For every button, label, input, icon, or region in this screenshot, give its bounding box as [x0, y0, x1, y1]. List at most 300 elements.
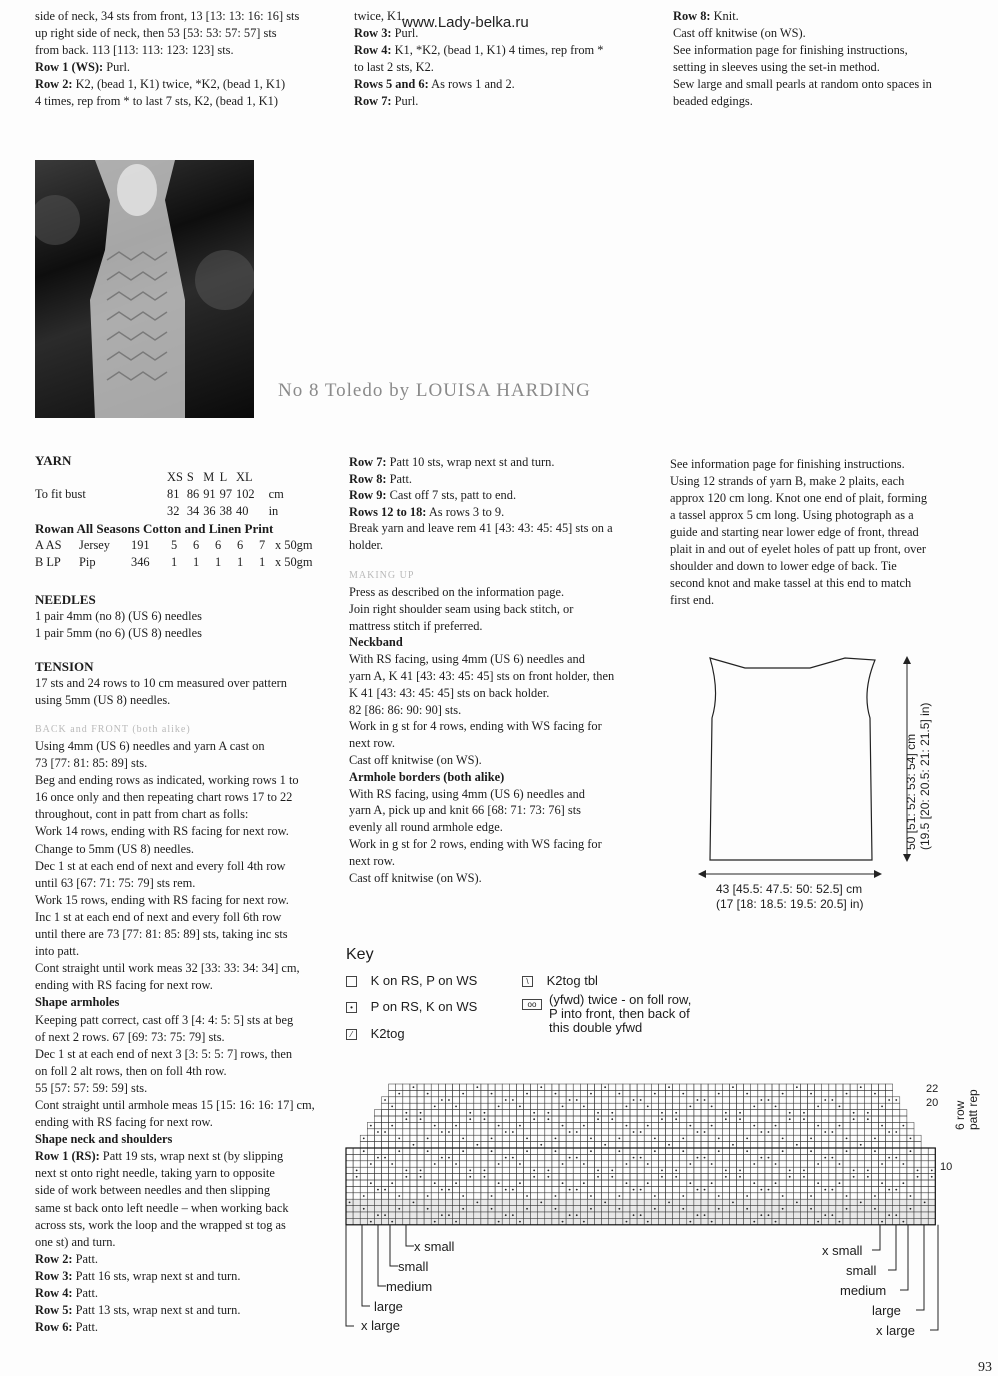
purl-dot — [420, 1118, 422, 1120]
purl-dot — [895, 1131, 897, 1133]
chart-cell — [460, 1122, 467, 1128]
purl-dot — [704, 1157, 706, 1159]
chart-cell — [509, 1148, 516, 1154]
chart-cell — [474, 1206, 481, 1212]
chart-cell — [481, 1180, 488, 1186]
purl-dot — [505, 1099, 507, 1101]
chart-cell — [800, 1148, 807, 1154]
instruction-text: Work 14 rows, ending with RS facing for next row. — [35, 824, 289, 839]
purl-dot — [569, 1157, 571, 1159]
chart-cell — [907, 1199, 914, 1205]
size-m: M — [203, 470, 215, 484]
instruction-text: across sts, work the loop and the wrapped st tog as — [35, 1217, 286, 1232]
chart-cell — [800, 1154, 807, 1160]
instruction-line — [35, 789, 335, 806]
purl-dot — [512, 1131, 514, 1133]
fit-in-xs: 32 — [167, 504, 180, 518]
chart-cell — [609, 1186, 616, 1192]
chart-cell — [609, 1090, 616, 1096]
chart-cell — [382, 1116, 389, 1122]
instruction-text: side of work between needles and then slipping — [35, 1183, 271, 1198]
instruction-text: ending with RS facing for next row. — [35, 1115, 213, 1130]
chart-cell — [694, 1161, 701, 1167]
chart-cell — [524, 1110, 531, 1116]
chart-cell — [580, 1212, 587, 1218]
purl-dot — [760, 1214, 762, 1216]
chart-cell — [623, 1193, 630, 1199]
chart-cell — [602, 1167, 609, 1173]
chart-cell — [580, 1186, 587, 1192]
purl-dot — [682, 1093, 684, 1095]
purl-dot — [739, 1170, 741, 1172]
purl-dot — [498, 1163, 500, 1165]
purl-dot — [782, 1138, 784, 1140]
chart-cell — [374, 1218, 381, 1224]
chart-cell — [509, 1199, 516, 1205]
chart-cell — [431, 1135, 438, 1141]
chart-cell — [346, 1180, 353, 1186]
purl-dot — [462, 1138, 464, 1140]
chart-cell — [410, 1110, 417, 1116]
chart-cell — [644, 1084, 651, 1090]
chart-cell — [637, 1135, 644, 1141]
purl-dot — [448, 1157, 450, 1159]
chart-cell — [616, 1142, 623, 1148]
chart-cell — [843, 1180, 850, 1186]
chart-cell — [623, 1110, 630, 1116]
chart-cell — [566, 1090, 573, 1096]
chart-cell — [893, 1218, 900, 1224]
chart-cell — [836, 1129, 843, 1135]
purl-dot — [789, 1118, 791, 1120]
purl-dot — [895, 1214, 897, 1216]
purl-dot — [455, 1125, 457, 1127]
chart-cell — [566, 1199, 573, 1205]
chart-cell — [893, 1148, 900, 1154]
purl-dot — [427, 1150, 429, 1152]
chart-cell — [424, 1110, 431, 1116]
purl-dot — [860, 1202, 862, 1204]
chart-cell — [715, 1174, 722, 1180]
chart-cell — [737, 1206, 744, 1212]
purl-dot — [661, 1112, 663, 1114]
chart-cell — [516, 1110, 523, 1116]
chart-cell — [658, 1161, 665, 1167]
finishing-line: approx 120 cm long. Knot one end of plait, forming — [670, 491, 928, 505]
chart-cell — [524, 1218, 531, 1224]
chart-cell — [658, 1212, 665, 1218]
chart-cell — [758, 1110, 765, 1116]
chart-cell — [822, 1199, 829, 1205]
instruction-line — [673, 59, 973, 76]
chart-cell — [367, 1167, 374, 1173]
chart-cell — [658, 1090, 665, 1096]
chart-cell — [637, 1090, 644, 1096]
purl-dot — [512, 1214, 514, 1216]
purl-dot — [512, 1189, 514, 1191]
instruction-text: holder. — [349, 537, 384, 552]
chart-cell — [715, 1097, 722, 1103]
chart-cell — [559, 1174, 566, 1180]
yarn-a-code: A AS — [35, 538, 62, 552]
purl-dot — [469, 1118, 471, 1120]
instruction-text: Sew large and small pearls at random onto spaces in — [673, 77, 932, 91]
chart-cell — [715, 1116, 722, 1122]
purl-dot — [739, 1176, 741, 1178]
chart-cell — [722, 1103, 729, 1109]
purl-dot — [902, 1182, 904, 1184]
chart-cell — [843, 1161, 850, 1167]
instruction-text: Break yarn and leave rem 41 [43: 43: 45: 45] sts on a — [349, 521, 613, 535]
chart-cell — [644, 1212, 651, 1218]
purl-dot — [441, 1099, 443, 1101]
chart-cell — [602, 1116, 609, 1122]
chart-cell — [729, 1212, 736, 1218]
chart-cell — [531, 1084, 538, 1090]
chart-cell — [623, 1167, 630, 1173]
yarn-table — [35, 469, 288, 520]
size-label-left: x small — [414, 1239, 455, 1254]
chart-cell — [573, 1122, 580, 1128]
chart-cell — [822, 1148, 829, 1154]
purl-dot — [555, 1093, 557, 1095]
instruction-text: K2, (bead 1, K1) twice, *K2, (bead 1, K1) — [72, 77, 286, 91]
chart-cell — [751, 1148, 758, 1154]
chart-cell — [857, 1135, 864, 1141]
purl-dot — [526, 1208, 528, 1210]
chart-cell — [495, 1090, 502, 1096]
purl-dot — [775, 1106, 777, 1108]
chart-cell — [815, 1186, 822, 1192]
chart-cell — [687, 1154, 694, 1160]
chart-cell — [559, 1199, 566, 1205]
chart-cell — [467, 1206, 474, 1212]
purl-dot — [760, 1157, 762, 1159]
chart-cell — [602, 1174, 609, 1180]
purl-dot — [370, 1182, 372, 1184]
chart-cell — [460, 1167, 467, 1173]
chart-cell — [644, 1174, 651, 1180]
yarn-b-code: B LP — [35, 555, 61, 569]
chart-cell — [587, 1122, 594, 1128]
chart-row-22: 22 — [926, 1083, 939, 1095]
purl-dot — [618, 1208, 620, 1210]
finishing-line: second knot and make tassel at this end to match — [670, 576, 912, 590]
chart-cell — [786, 1084, 793, 1090]
chart-cell — [879, 1090, 886, 1096]
instruction-line — [35, 25, 335, 42]
chart-cell — [829, 1199, 836, 1205]
purl-dot — [817, 1163, 819, 1165]
chart-cell — [921, 1206, 928, 1212]
instruction-line — [349, 735, 649, 752]
chart-cell — [850, 1180, 857, 1186]
chart-cell — [658, 1206, 665, 1212]
chart-cell — [389, 1090, 396, 1096]
chart-cell — [687, 1097, 694, 1103]
chart-cell — [772, 1186, 779, 1192]
chart-cell — [687, 1212, 694, 1218]
instruction-line — [349, 537, 649, 554]
chart-cell — [708, 1110, 715, 1116]
chart-cell — [715, 1142, 722, 1148]
chart-cell — [516, 1193, 523, 1199]
purl-dot — [817, 1221, 819, 1223]
purl-dot — [526, 1195, 528, 1197]
instruction-line — [349, 702, 649, 719]
chart-cell — [843, 1110, 850, 1116]
chart-cell — [509, 1174, 516, 1180]
p-dot-icon: • — [346, 1002, 357, 1013]
chart-cell — [374, 1148, 381, 1154]
purl-dot — [917, 1170, 919, 1172]
chart-cell — [836, 1199, 843, 1205]
chart-cell — [708, 1148, 715, 1154]
chart-cell — [545, 1122, 552, 1128]
chart-cell — [793, 1116, 800, 1122]
chart-cell — [843, 1218, 850, 1224]
chart-cell — [587, 1180, 594, 1186]
chart-cell — [658, 1186, 665, 1192]
chart-cell — [893, 1161, 900, 1167]
chart-cell — [566, 1218, 573, 1224]
chart-cell — [545, 1148, 552, 1154]
chart-cell — [836, 1206, 843, 1212]
chart-cell — [346, 1186, 353, 1192]
purl-dot — [555, 1150, 557, 1152]
chart-cell — [453, 1193, 460, 1199]
chart-cell — [673, 1097, 680, 1103]
chart-cell — [928, 1218, 935, 1224]
chart-cell — [729, 1122, 736, 1128]
chart-cell — [623, 1129, 630, 1135]
chart-cell — [850, 1142, 857, 1148]
chart-cell — [573, 1142, 580, 1148]
purl-dot — [413, 1144, 415, 1146]
chart-cell — [666, 1129, 673, 1135]
chart-cell — [552, 1142, 559, 1148]
chart-cell — [360, 1218, 367, 1224]
purl-dot — [888, 1189, 890, 1191]
chart-cell — [374, 1180, 381, 1186]
chart-cell — [609, 1135, 616, 1141]
chart-key — [346, 946, 726, 1046]
instruction-line — [349, 819, 649, 836]
purl-dot — [661, 1118, 663, 1120]
chart-cell — [808, 1199, 815, 1205]
chart-cell — [403, 1122, 410, 1128]
purl-dot — [626, 1163, 628, 1165]
chart-cell — [886, 1148, 893, 1154]
purl-dot — [555, 1208, 557, 1210]
purl-dot — [391, 1182, 393, 1184]
chart-cell — [829, 1161, 836, 1167]
purl-dot — [413, 1202, 415, 1204]
chart-cell — [417, 1206, 424, 1212]
chart-cell — [822, 1090, 829, 1096]
chart-cell — [879, 1206, 886, 1212]
purl-dot — [803, 1112, 805, 1114]
chart-cell — [595, 1199, 602, 1205]
chart-cell — [474, 1218, 481, 1224]
chart-cell — [644, 1206, 651, 1212]
chart-cell — [871, 1186, 878, 1192]
chart-cell — [637, 1174, 644, 1180]
watermark: www.Lady-belka.ru — [402, 14, 529, 31]
chart-cell — [360, 1180, 367, 1186]
chart-cell — [836, 1135, 843, 1141]
instruction-line — [35, 59, 335, 76]
chart-cell — [701, 1142, 708, 1148]
chart-cell — [793, 1110, 800, 1116]
chart-cell — [843, 1186, 850, 1192]
purl-dot — [775, 1125, 777, 1127]
instruction-line — [349, 685, 649, 702]
purl-dot — [640, 1131, 642, 1133]
chart-cell — [864, 1186, 871, 1192]
chart-cell — [495, 1116, 502, 1122]
chart-cell — [573, 1180, 580, 1186]
chart-cell — [701, 1135, 708, 1141]
purl-dot — [505, 1189, 507, 1191]
instruction-text: 82 [86: 86: 90: 90] sts. — [349, 702, 462, 717]
purl-dot — [455, 1182, 457, 1184]
fit-label: To fit bust — [35, 487, 86, 501]
instruction-line — [35, 1302, 335, 1319]
chart-cell — [580, 1116, 587, 1122]
chart-cell — [403, 1135, 410, 1141]
chart-cell — [559, 1186, 566, 1192]
purl-dot — [824, 1157, 826, 1159]
chart-cell — [886, 1135, 893, 1141]
chart-cell — [346, 1167, 353, 1173]
chart-cell — [453, 1097, 460, 1103]
chart-cell — [644, 1148, 651, 1154]
purl-dot — [420, 1176, 422, 1178]
chart-cell — [673, 1193, 680, 1199]
chart-cell — [850, 1218, 857, 1224]
size-leader — [900, 1225, 908, 1290]
chart-cell — [481, 1084, 488, 1090]
chart-cell — [793, 1161, 800, 1167]
chart-cell — [509, 1180, 516, 1186]
purl-dot — [768, 1214, 770, 1216]
chart-cell — [751, 1135, 758, 1141]
chart-cell — [396, 1110, 403, 1116]
purl-dot — [867, 1112, 869, 1114]
chart-cell — [623, 1186, 630, 1192]
chart-cell — [389, 1206, 396, 1212]
chart-cell — [616, 1174, 623, 1180]
chart-cell — [431, 1174, 438, 1180]
chart-cell — [445, 1103, 452, 1109]
chart-cell — [744, 1110, 751, 1116]
chart-cell — [396, 1174, 403, 1180]
instruction-bold: Shape armholes — [35, 995, 120, 1010]
purl-dot — [569, 1099, 571, 1101]
chart-cell — [758, 1193, 765, 1199]
instruction-text: yarn A, pick up and knit 66 [68: 71: 73: 76] sts — [349, 803, 581, 818]
chart-cell — [467, 1090, 474, 1096]
chart-cell — [509, 1135, 516, 1141]
chart-cell — [552, 1186, 559, 1192]
chart-cell — [680, 1199, 687, 1205]
chart-cell — [389, 1199, 396, 1205]
chart-cell — [822, 1180, 829, 1186]
chart-cell — [616, 1116, 623, 1122]
chart-cell — [382, 1206, 389, 1212]
chart-cell — [886, 1161, 893, 1167]
chart-cell — [424, 1142, 431, 1148]
chart-cell — [410, 1167, 417, 1173]
chart-cell — [453, 1116, 460, 1122]
purl-dot — [405, 1176, 407, 1178]
chart-cell — [808, 1154, 815, 1160]
purl-dot — [604, 1202, 606, 1204]
chart-cell — [445, 1142, 452, 1148]
chart-cell — [438, 1180, 445, 1186]
chart-cell — [744, 1116, 751, 1122]
chart-cell — [495, 1174, 502, 1180]
chart-cell — [793, 1148, 800, 1154]
chart-cell — [417, 1122, 424, 1128]
chart-cell — [424, 1129, 431, 1135]
chart-cell — [488, 1103, 495, 1109]
size-label-right: medium — [840, 1283, 887, 1298]
purl-dot — [448, 1214, 450, 1216]
purl-dot — [555, 1195, 557, 1197]
chart-cell — [559, 1193, 566, 1199]
yarn-b-qty: 1 — [171, 555, 178, 569]
chart-cell — [431, 1116, 438, 1122]
chart-cell — [566, 1193, 573, 1199]
purl-dot — [817, 1125, 819, 1127]
purl-dot — [384, 1189, 386, 1191]
chart-cell — [879, 1142, 886, 1148]
chart-cell — [673, 1212, 680, 1218]
yarn-quantities — [35, 537, 317, 571]
chart-cell — [374, 1167, 381, 1173]
instruction-text: Patt. — [72, 1286, 98, 1300]
chart-cell — [467, 1129, 474, 1135]
purl-dot — [626, 1106, 628, 1108]
chart-cell — [836, 1186, 843, 1192]
instruction-text: side of neck, 34 sts from front, 13 [13: 13: 16: 16] sts — [35, 9, 300, 23]
chart-cell — [715, 1180, 722, 1186]
chart-cell — [751, 1116, 758, 1122]
purl-dot — [654, 1150, 656, 1152]
purl-dot — [810, 1150, 812, 1152]
chart-cell — [403, 1218, 410, 1224]
purl-dot — [547, 1118, 549, 1120]
chart-cell — [651, 1110, 658, 1116]
purl-dot — [831, 1131, 833, 1133]
purl-dot — [910, 1195, 912, 1197]
chart-cell — [602, 1154, 609, 1160]
purl-dot — [597, 1170, 599, 1172]
chart-cell — [587, 1103, 594, 1109]
instruction-text: Change to 5mm (US 8) needles. — [35, 841, 194, 856]
purl-dot — [519, 1182, 521, 1184]
purl-dot — [853, 1118, 855, 1120]
chart-cell — [673, 1186, 680, 1192]
chart-cell — [850, 1206, 857, 1212]
chart-cell — [488, 1110, 495, 1116]
chart-cell — [403, 1193, 410, 1199]
chart-cell — [509, 1167, 516, 1173]
chart-cell — [666, 1148, 673, 1154]
purl-dot — [682, 1195, 684, 1197]
